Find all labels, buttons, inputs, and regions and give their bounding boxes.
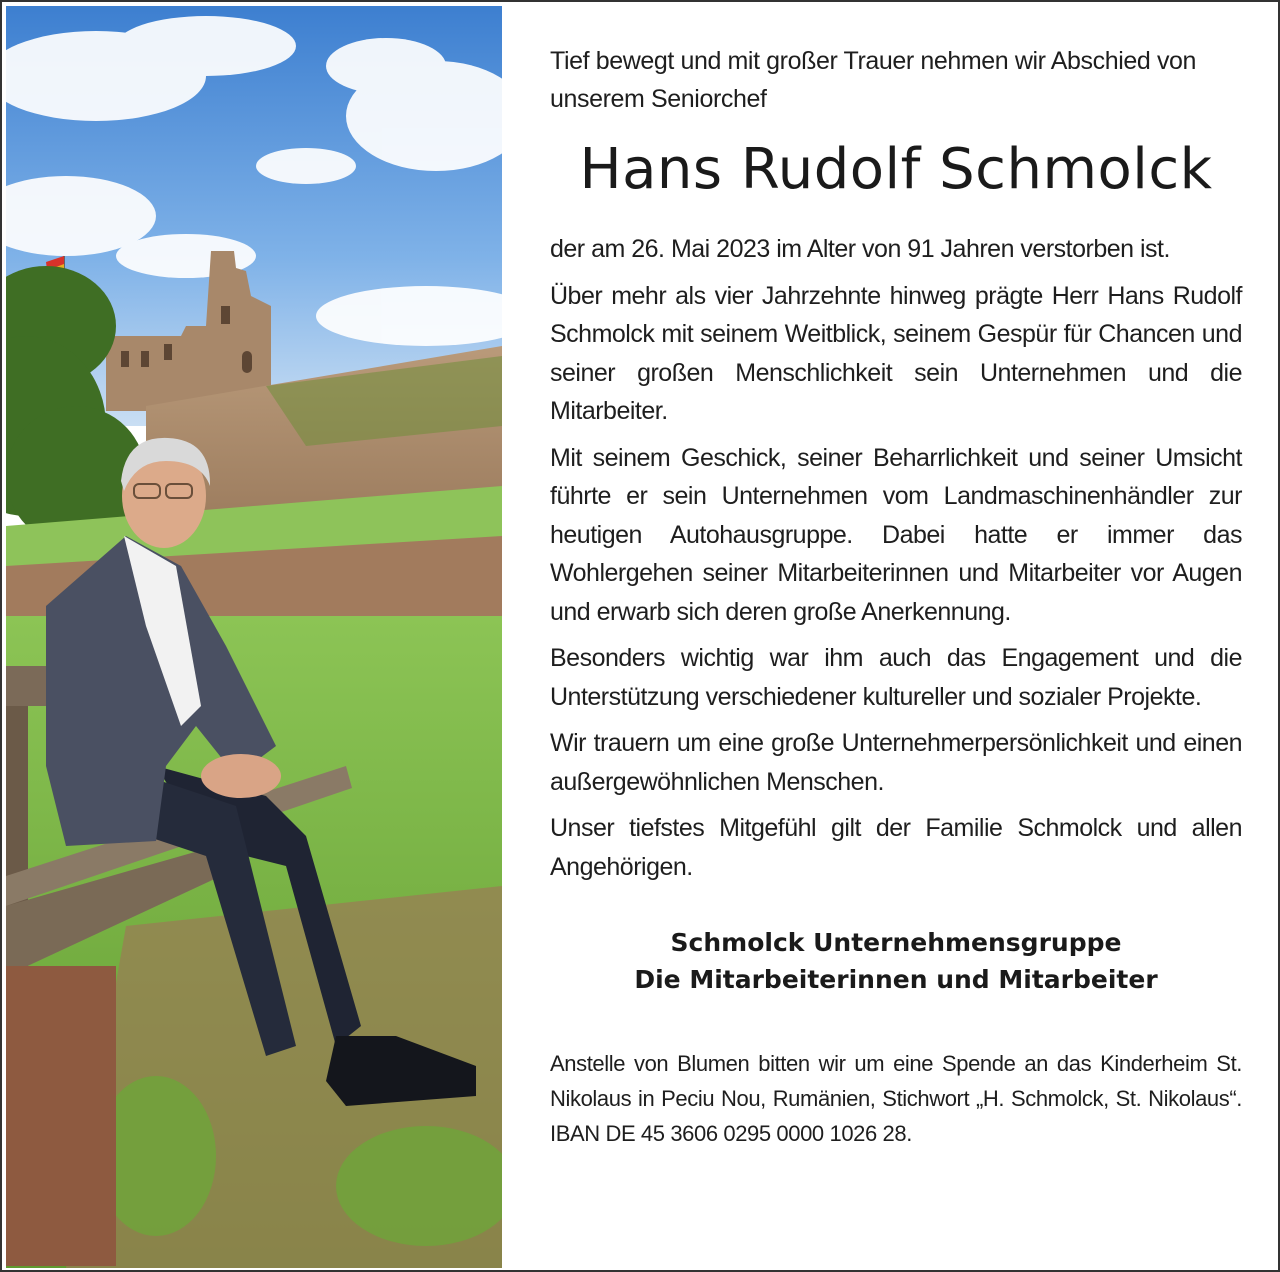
paragraph: Über mehr als vier Jahrzehnte hinweg prägte Herr Hans Rudolf Schmolck mit seinem Weitblick, seinem Gespür für Chancen und seiner großen Menschlichkeit sein Unternehmen und die Mitarbeiter. [550, 281, 1242, 425]
paragraph: Besonders wichtig war ihm auch das Engagement und die Unterstützung verschiedener kultureller und sozialer Projekte. [550, 644, 1242, 711]
text-column [550, 42, 1242, 1173]
deceased-name: Hans Rudolf Schmolck [579, 137, 1213, 202]
signature-block [550, 924, 1242, 998]
intro-text: Tief bewegt und mit großer Trauer nehmen wir Abschied von unserem Seniorchef [550, 47, 1197, 113]
signature-staff: Die Mitarbeiterinnen und Mitarbeiter [634, 965, 1158, 994]
portrait-photo [6, 6, 502, 1268]
paragraph: Unser tiefstes Mitgefühl gilt der Familie Schmolck und allen Angehörigen. [550, 814, 1242, 881]
donation-note: Anstelle von Blumen bitten wir um eine Spende an das Kinderheim St. Nikolaus in Peciu Nou, Rumänien, Stichwort „H. Schmolck, St. Nikolaus“. IBAN DE 45 3606 0295 0000 1026 28. [550, 1051, 1242, 1146]
signature-company: Schmolck Unternehmensgruppe [670, 928, 1122, 957]
paragraph: Wir trauern um eine große Unternehmerpersönlichkeit und einen außergewöhnlichen Menschen. [550, 729, 1242, 796]
paragraph: Mit seinem Geschick, seiner Beharrlichkeit und seiner Umsicht führte er sein Unternehmen vom Landmaschinenhändler zur heutigen Autohausgruppe. Dabei hatte er immer das Wohlergehen seiner Mitarbeiterinnen und Mitarbeiter vor Augen und erwarb sich deren große Anerkennung. [550, 443, 1242, 626]
paragraph: der am 26. Mai 2023 im Alter von 91 Jahren verstorben ist. [550, 235, 1170, 263]
